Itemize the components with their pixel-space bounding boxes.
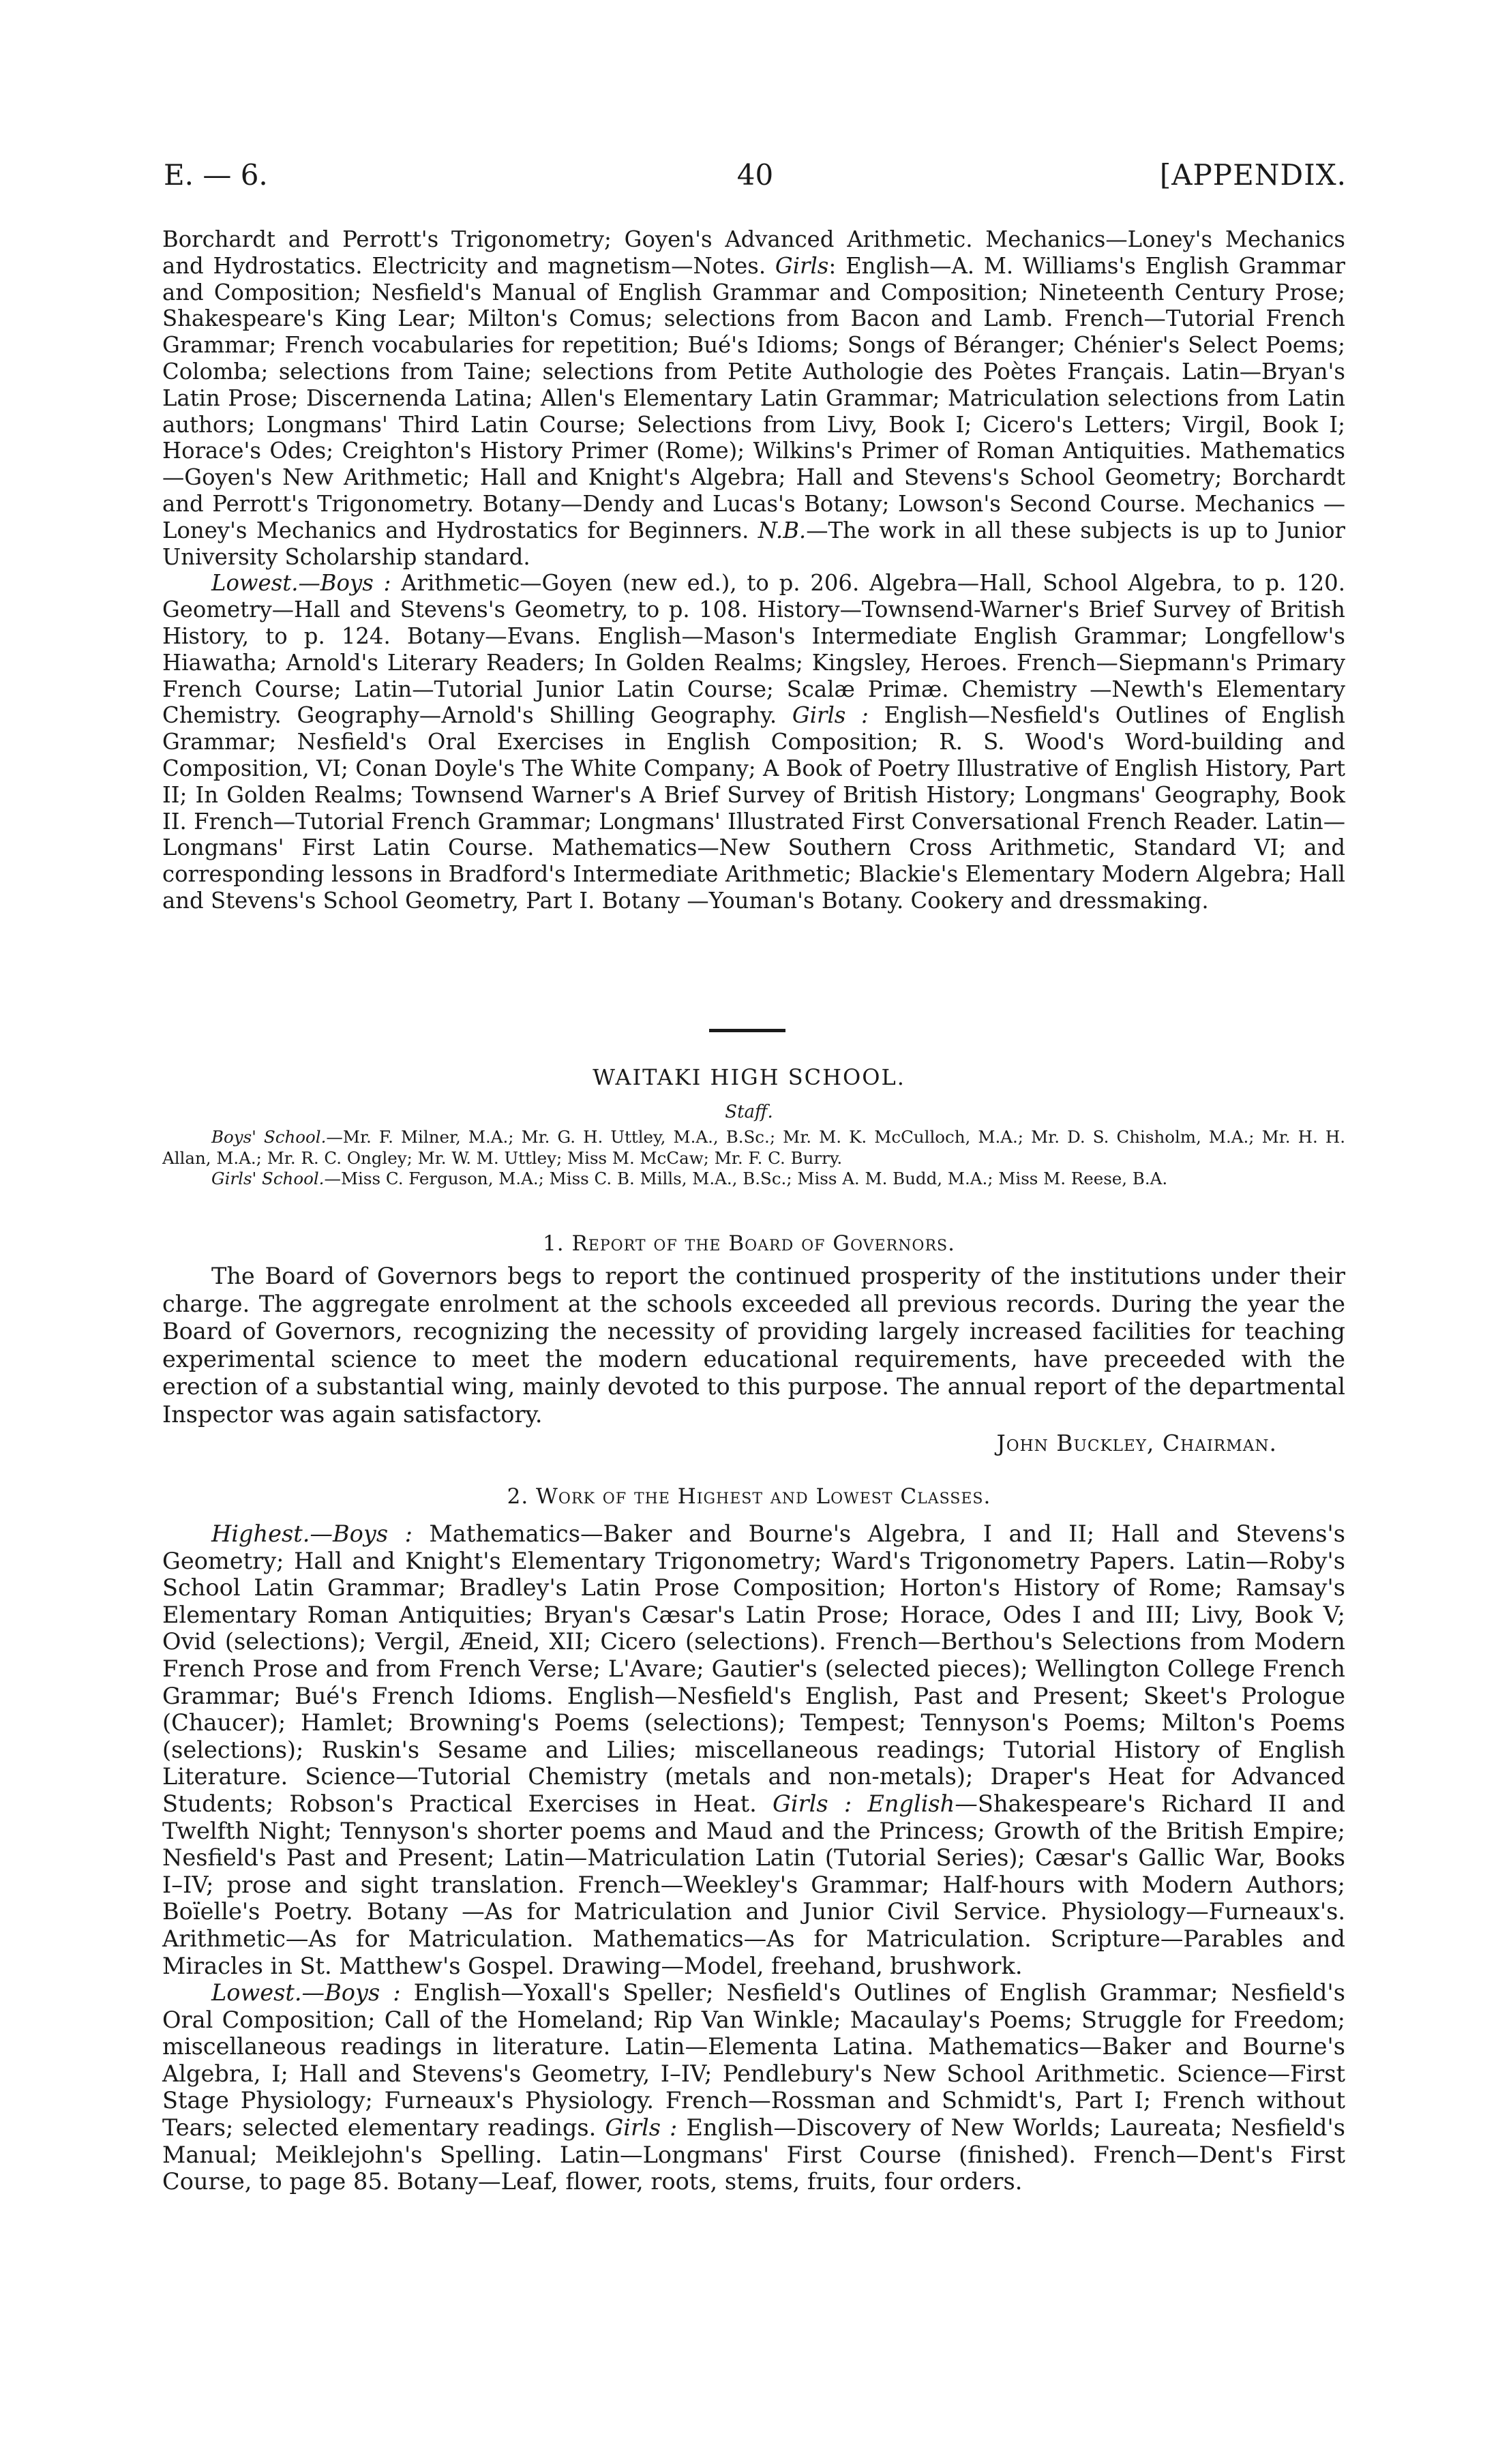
section-divider <box>709 1029 785 1032</box>
report-heading: 1. Report of the Board of Governors. <box>543 1231 955 1256</box>
page-header <box>164 158 1347 206</box>
page-number: 40 <box>736 158 774 192</box>
continued-section <box>162 226 1345 914</box>
header-right: [APPENDIX. <box>1159 158 1347 192</box>
paragraph: Lowest.—Boys : English—Yoxall's Speller; Nesfield's Outlines of English Grammar; Nesfield's Oral Composition; Call of the Homeland; Rip Van Winkle; Macaulay's Poems; Struggle for Freedom; miscellaneous readings in literature. Latin—Elementa Latina. Mathematics—Baker and Bourne's Algebra, I; Hall and Stevens's Geometry, I–IV; Pendlebury's New School Arithmetic. Science—First Stage Physiology; Furneaux's Physiology. French—Rossman and Schmidt's, Part I; French without Tears; selected elementary readings. Girls : English—Discovery of New Worlds; Laureata; Nesfield's Manual; Meiklejohn's Spelling. Latin—Longmans' First Course (finished). French—Dent's First Course, to page 85. Botany—Leaf, flower, roots, stems, fruits, four orders. <box>162 1979 1345 2195</box>
classes-body <box>162 1520 1345 2195</box>
paragraph: The Board of Governors begs to report the continued prosperity of the institutions under their charge. The aggregate enrolment at the schools exceeded all previous records. During the year the Board of Governors, recognizing the necessity of providing largely increased facilities for teaching experimental science to meet the modern educational requirements, have preceeded with the erection of a substantial wing, mainly devoted to this purpose. The annual report of the departmental Inspector was again satisfactory. <box>162 1263 1345 1428</box>
signature: John Buckley, Chairman. <box>996 1430 1277 1456</box>
paragraph: Lowest.—Boys : Arithmetic—Goyen (new ed.), to p. 206. Algebra—Hall, School Algebra, to p. 120. Geometry—Hall and Stevens's Geometry, to p. 108. History—Townsend-Warner's Brief Survey of British History, to p. 124. Botany—Evans. English—Mason's Intermediate English Grammar; Longfellow's Hiawatha; Arnold's Literary Readers; In Golden Realms; Kingsley, Heroes. French—Siepmann's Primary French Course; Latin—Tutorial Junior Latin Course; Scalæ Primæ. Chemistry —Newth's Elementary Chemistry. Geography—Arnold's Shilling Geography. Girls : English—Nesfield's Outlines of English Grammar; Nesfield's Oral Exercises in English Composition; R. S. Wood's Word-building and Composition, VI; Conan Doyle's The White Company; A Book of Poetry Illustrative of English History, Part II; In Golden Realms; Townsend Warner's A Brief Survey of British History; Longmans' Geography, Book II. French—Tutorial French Grammar; Longmans' Illustrated First Conversational French Reader. Latin—Longmans' First Latin Course. Mathematics—New Southern Cross Arithmetic, Standard VI; and corresponding lessons in Bradford's Intermediate Arithmetic; Blackie's Elementary Modern Algebra; Hall and Stevens's School Geometry, Part I. Botany —Youman's Botany. Cookery and dressmaking. <box>162 570 1345 914</box>
boys-staff: Boys' School.—Mr. F. Milner, M.A.; Mr. G. H. Uttley, M.A., B.Sc.; Mr. M. K. McCulloch, M.A.; Mr. D. S. Chisholm, M.A.; Mr. H. H. Allan, M.A.; Mr. R. C. Ongley; Mr. W. M. Uttley; Miss M. McCaw; Mr. F. C. Burry. <box>162 1127 1345 1168</box>
header-left: E. — 6. <box>164 158 268 192</box>
classes-heading: 2. Work of the Highest and Lowest Classes. <box>507 1484 991 1509</box>
girls-staff: Girls' School.—Miss C. Ferguson, M.A.; Miss C. B. Mills, M.A., B.Sc.; Miss A. M. Budd, M.A.; Miss M. Reese, B.A. <box>211 1169 1168 1188</box>
staff-heading: Staff. <box>725 1102 773 1122</box>
school-title: WAITAKI HIGH SCHOOL. <box>593 1064 905 1090</box>
report-body <box>162 1263 1345 1428</box>
paragraph: Borchardt and Perrott's Trigonometry; Goyen's Advanced Arithmetic. Mechanics—Loney's Mechanics and Hydrostatics. Electricity and magnetism—Notes. Girls: English—A. M. Williams's English Grammar and Composition; Nesfield's Manual of English Grammar and Composition; Nineteenth Century Prose; Shakespeare's King Lear; Milton's Comus; selections from Bacon and Lamb. French—Tutorial French Grammar; French vocabularies for repetition; Bué's Idioms; Songs of Béranger; Chénier's Select Poems; Colomba; selections from Taine; selections from Petite Authologie des Poètes Français. Latin—Bryan's Latin Prose; Discernenda Latina; Allen's Elementary Latin Grammar; Matriculation selections from Latin authors; Longmans' Third Latin Course; Selections from Livy, Book I; Cicero's Letters; Virgil, Book I; Horace's Odes; Creighton's History Primer (Rome); Wilkins's Primer of Roman Antiquities. Mathematics—Goyen's New Arithmetic; Hall and Knight's Algebra; Hall and Stevens's School Geometry; Borchardt and Perrott's Trigonometry. Botany—Dendy and Lucas's Botany; Lowson's Second Course. Mechanics —Loney's Mechanics and Hydrostatics for Beginners. N.B.—The work in all these subjects is up to Junior University Scholarship standard. <box>162 226 1345 570</box>
staff-list <box>162 1127 1345 1190</box>
paragraph: Highest.—Boys : Mathematics—Baker and Bourne's Algebra, I and II; Hall and Stevens's Geometry; Hall and Knight's Elementary Trigonometry; Ward's Trigonometry Papers. Latin—Roby's School Latin Grammar; Bradley's Latin Prose Composition; Horton's History of Rome; Ramsay's Elementary Roman Antiquities; Bryan's Cæsar's Latin Prose; Horace, Odes I and III; Livy, Book V; Ovid (selections); Vergil, Æneid, XII; Cicero (selections). French—Berthou's Selections from Modern French Prose and from French Verse; L'Avare; Gautier's (selected pieces); Wellington College French Grammar; Bué's French Idioms. English—Nesfield's English, Past and Present; Skeet's Prologue (Chaucer); Hamlet; Browning's Poems (selections); Tempest; Tennyson's Poems; Milton's Poems (selections); Ruskin's Sesame and Lilies; miscellaneous readings; Tutorial History of English Literature. Science—Tutorial Chemistry (metals and non-metals); Draper's Heat for Advanced Students; Robson's Practical Exercises in Heat. Girls : English—Shakespeare's Richard II and Twelfth Night; Tennyson's shorter poems and Maud and the Princess; Growth of the British Empire; Nesfield's Past and Present; Latin—Matriculation Latin (Tutorial Series); Cæsar's Gallic War, Books I–IV; prose and sight translation. French—Weekley's Grammar; Half-hours with Modern Authors; Boïelle's Poetry. Botany —As for Matriculation and Junior Civil Service. Physiology—Furneaux's. Arithmetic—As for Matriculation. Mathematics—As for Matriculation. Scripture—Parables and Miracles in St. Matthew's Gospel. Drawing—Model, freehand, brushwork. <box>162 1520 1345 1979</box>
